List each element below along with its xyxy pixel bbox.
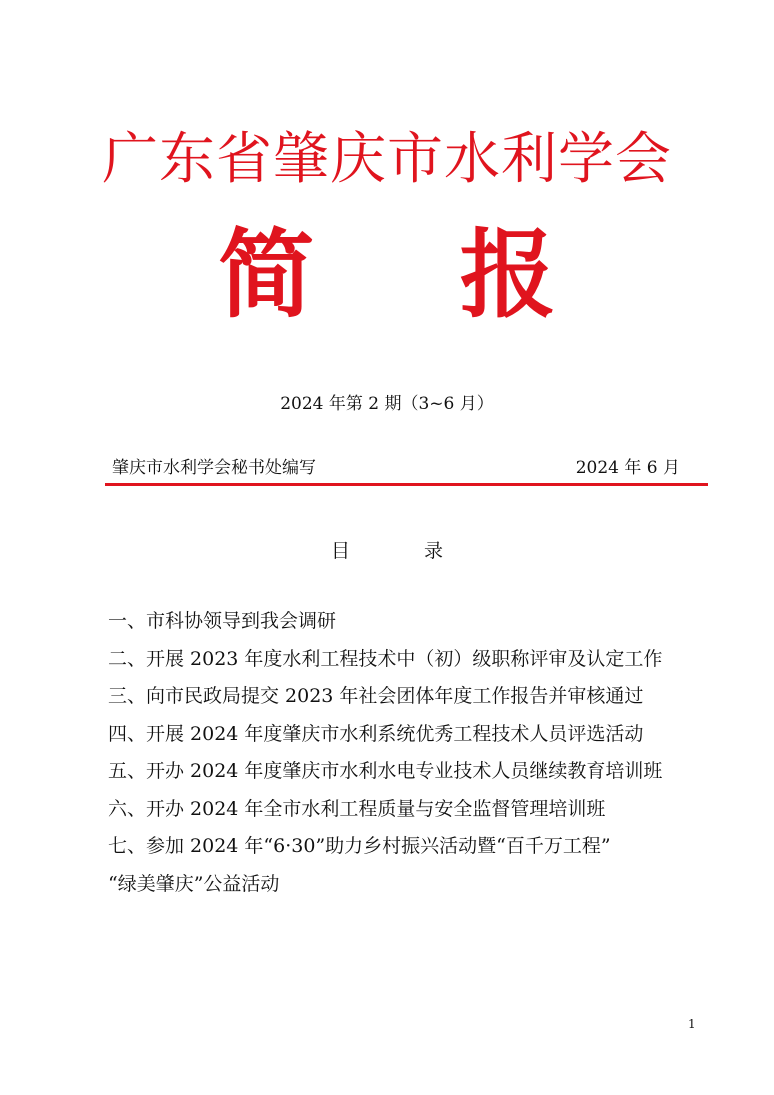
- toc-heading: 目 录: [330, 540, 478, 562]
- org-title: 广东省肇庆市水利学会: [102, 127, 672, 192]
- issue-number: 2024 年第 2 期（3~6 月）: [280, 394, 494, 414]
- toc-item: 二、开展 2023 年度水利工程技术中（初）级职称评审及认定工作: [108, 647, 663, 670]
- toc-item: 三、向市民政局提交 2023 年社会团体年度工作报告并审核通过: [108, 685, 644, 707]
- toc-item: “绿美肇庆”公益活动: [108, 872, 280, 895]
- toc-item: 七、参加 2024 年“6·30”助力乡村振兴活动暨“百千万工程”: [108, 835, 611, 857]
- toc-item: 一、市科协领导到我会调研: [108, 610, 337, 632]
- publish-date: 2024 年 6 月: [575, 458, 680, 478]
- toc-list: [108, 606, 728, 906]
- page-number: 1: [688, 1017, 696, 1031]
- red-divider: [105, 483, 708, 486]
- toc-item: 六、开办 2024 年全市水利工程质量与安全监督管理培训班: [108, 797, 606, 820]
- editor-label: 肇庆市水利学会秘书处编写: [112, 458, 316, 478]
- doc-title: 简 报: [218, 218, 612, 331]
- toc-item: 五、开办 2024 年度肇庆市水利水电专业技术人员继续教育培训班: [108, 760, 663, 782]
- toc-item: 四、开展 2024 年度肇庆市水利系统优秀工程技术人员评选活动: [108, 722, 644, 745]
